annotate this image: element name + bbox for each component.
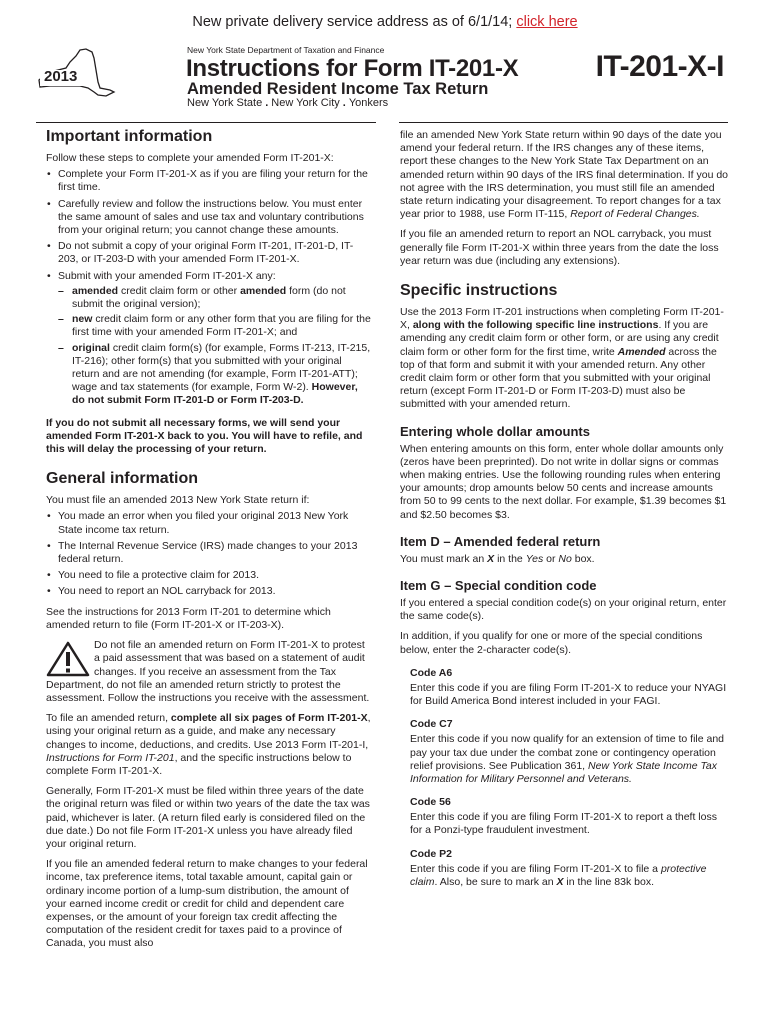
item-g-heading: Item G – Special condition code (400, 578, 597, 594)
page-title: Instructions for Form IT-201-X (186, 55, 519, 82)
code-c7-text (410, 733, 730, 786)
submit-sublist (46, 285, 371, 408)
text: . If you are amending any credit claim form or other form, or are using any credit claim form or other form for the first time, write (400, 319, 719, 358)
bold-italic-text: Amended (617, 345, 666, 358)
list-item-text: Submit with your amended Form IT-201-X any: (58, 269, 276, 282)
new-york-state-map-icon (36, 48, 116, 107)
list-item: • You need to report an NOL carryback for 2013. (46, 585, 371, 598)
text: Enter this code if you now qualify for an extension of time to file and pay your tax due under the combat zone or contingency operation relief provisions. See Publication 361, (410, 733, 725, 772)
divider-right (399, 122, 728, 123)
text: To file an amended return, (46, 712, 171, 725)
item-g-para-2: In addition, if you qualify for one or more of the special conditions below, enter the 2-character code(s). (400, 630, 703, 656)
sublist-item (46, 342, 371, 408)
code-p2-label: Code P2 (410, 847, 453, 860)
list-item: • Do not submit a copy of your original Form IT-201, IT-201-D, IT-203, or IT-203-D with your amended Form IT-201-X. (46, 240, 371, 266)
warning-text: Do not file an amended return on Form IT-201-X to protest a paid assessment that was based on a statement of audit changes. If you receive an assessment from the Tax Department, do not file an amended return strictly to protest the assessment. Follow the instructions you receive with the assessment. (46, 639, 370, 704)
bold-text: along with the following specific line instructions (412, 319, 659, 332)
text: credit claim form(s) (for example, Forms IT-213, IT-215, IT-216); other form(s) that you submitted with your original return and are not amending (for example, Form IT-201-ATT); wage and tax statements (for example, Form W-2). (72, 341, 371, 394)
notice-text: New private delivery service address as of 6/1/14; (192, 14, 517, 30)
text: credit claim form or other (118, 284, 241, 297)
whole-dollar-heading: Entering whole dollar amounts (400, 423, 590, 439)
item-d-heading: Item D – Amended federal return (400, 533, 601, 549)
place-yonkers: Yonkers (348, 97, 389, 109)
form-id: IT-201-X-I (595, 50, 724, 83)
x-mark: X (487, 552, 495, 565)
italic-text: New York State Income Tax Information for Military Personnel and Veterans. (410, 759, 718, 785)
italic-text: protective claim (410, 862, 707, 888)
list-item: • Carefully review and follow the instructions below. You must enter the same amount of sales and use tax and voluntary contributions from your original return; you cannot change these amounts. (46, 198, 371, 238)
sublist-item (46, 313, 371, 339)
text: credit claim form or any other form that you are filing for the first time with your amended Form IT-201-X; and (72, 313, 371, 339)
item-d-text (400, 553, 730, 566)
list-item: • The Internal Revenue Service (IRS) made changes to your 2013 federal return. (46, 540, 371, 566)
code-56-text: Enter this code if you are filing Form IT-201-X to report a theft loss for a Ponzi-type fraudulent investment. (410, 811, 717, 837)
important-list (46, 168, 371, 407)
bold-text: However, do not submit Form IT-201-D or Form IT-203-D. (72, 381, 358, 407)
general-intro: You must file an amended 2013 New York State return if: (46, 494, 310, 507)
refile-warning: If you do not submit all necessary forms, we will send your amended Form IT-201-X back to you. You will have to refile, and this will delay the processing of your return. (46, 416, 363, 456)
code-56-label: Code 56 (410, 796, 451, 809)
bold-text: amended (240, 284, 287, 297)
right-column (400, 129, 730, 891)
text: Enter this code if you are filing Form IT-201-X to file a (410, 862, 661, 875)
italic-text: Yes (525, 552, 544, 565)
general-list (46, 510, 371, 598)
general-para-4: If you file an amended federal return to make changes to your federal income, tax preference items, total taxable amount, capital gain or ordinary income portion of a lump-sum distribution, the amount of your earned income credit or credit for child and dependent care expenses, or the amount of your foreign tax credit affecting the computation of the resident credit for taxes paid to a province of Canada, you must also (46, 858, 368, 950)
general-para-2 (46, 712, 371, 778)
italic-text: No (558, 552, 572, 565)
text: or (543, 552, 559, 565)
jurisdictions: New York State . New York City . Yonkers (187, 97, 389, 109)
text: in the line 83k box. (563, 875, 654, 888)
click-here-link[interactable]: click here (516, 14, 578, 30)
text: , using your original return as a guide, and make any necessary changes to income, deductions, and credits. Use 2013 Form IT-201-I, (46, 712, 371, 751)
text: file an amended New York State return within 90 days of the date you amend your federal return. If the IRS changes any of these items, report these changes to the New York State Tax Department on an amended return within 90 days of the IRS final determination. If you do not agree with the IRS determination, you must still file an amended state return indicating your disagreement. To report changes for a tax year prior to 1988, use Form IT-115, (400, 129, 729, 221)
important-heading: Important information (46, 128, 213, 145)
divider-left (36, 122, 376, 123)
specific-text (400, 306, 730, 412)
text: Use the 2013 Form IT-201 instructions when completing Form IT-201-X, (400, 306, 724, 332)
place-nys: New York State (187, 97, 263, 109)
bold-text: original (72, 341, 110, 354)
text: form (do not submit the original version); (72, 284, 346, 311)
text: box. (571, 552, 595, 565)
code-c7-label: Code C7 (410, 718, 453, 731)
department-name: New York State Department of Taxation and Finance (187, 45, 385, 55)
list-item: • You made an error when you filed your original 2013 New York State income tax return. (46, 510, 371, 536)
bold-text: complete all six pages of Form IT-201-X (170, 712, 368, 725)
italic-text: Report of Federal Changes. (570, 208, 700, 221)
list-item (46, 270, 371, 408)
right-para-2: If you file an amended return to report an NOL carryback, you must generally file Form IT-201-X within three years from the date the loss year return was due (including any extensions). (400, 228, 719, 267)
text: , and the specific instructions below to complete Form IT-201-X. (46, 751, 352, 777)
delivery-notice (0, 14, 770, 30)
warning-block (46, 639, 371, 705)
list-item: • You need to file a protective claim for 2013. (46, 569, 371, 582)
text: . Also, be sure to mark an (434, 875, 557, 888)
general-heading: General information (46, 470, 199, 488)
right-para-1 (400, 129, 730, 221)
sublist-item (46, 285, 371, 311)
left-column (46, 128, 371, 958)
text: in the (494, 552, 526, 565)
code-a6-text: Enter this code if you are filing Form IT-201-X to reduce your NYAGI for Build America Bond interest included in your FAGI. (410, 681, 727, 708)
x-mark: X (556, 875, 564, 888)
general-para-1: See the instructions for 2013 Form IT-201 to determine which amended return to file (Form IT-201-X or IT-203-X). (46, 605, 331, 631)
year-label: 2013 (44, 68, 78, 85)
warning-icon (46, 641, 90, 677)
text: across the top of that form and submit it with your amended return. Any other credit claim form or other form that you submitted with your original return (except Form IT-201-D or Form IT-203-D) must also be submitted with your amended return. (400, 345, 717, 411)
bold-text: new (72, 313, 93, 326)
list-item: • Complete your Form IT-201-X as if you are filing your return for the first time. (46, 168, 371, 194)
whole-dollar-text: When entering amounts on this form, enter whole dollar amounts only (zeros have been preprinted). Do not write in dollar signs or commas when making entries. Use the following rounding rules when entering your amounts; drop amounts below 50 cents and increase amounts from 50 to 99 cents to the next dollar. For example, $1.39 becomes $1 and $2.50 becomes $3. (400, 442, 727, 521)
general-para-3: Generally, Form IT-201-X must be filed within three years of the date the original return was filed or within two years of the date the tax was paid, whichever is later. (A return filed early is considered filed on the due date.) Do not file Form IT-201-X unless you have already filed your original return. (46, 785, 370, 850)
page-subtitle: Amended Resident Income Tax Return (187, 80, 489, 98)
bold-text: amended (72, 284, 119, 297)
code-p2-text (410, 863, 730, 889)
code-a6-label: Code A6 (410, 666, 453, 679)
important-intro: Follow these steps to complete your amended Form IT-201-X: (46, 152, 334, 164)
text: You must mark an (400, 552, 488, 565)
italic-text: Instructions for Form IT-201 (46, 751, 175, 764)
place-nyc: New York City (271, 97, 340, 109)
specific-heading: Specific instructions (400, 282, 558, 300)
item-g-para-1: If you entered a special condition code(s) on your original return, enter the same code(s). (400, 597, 727, 623)
